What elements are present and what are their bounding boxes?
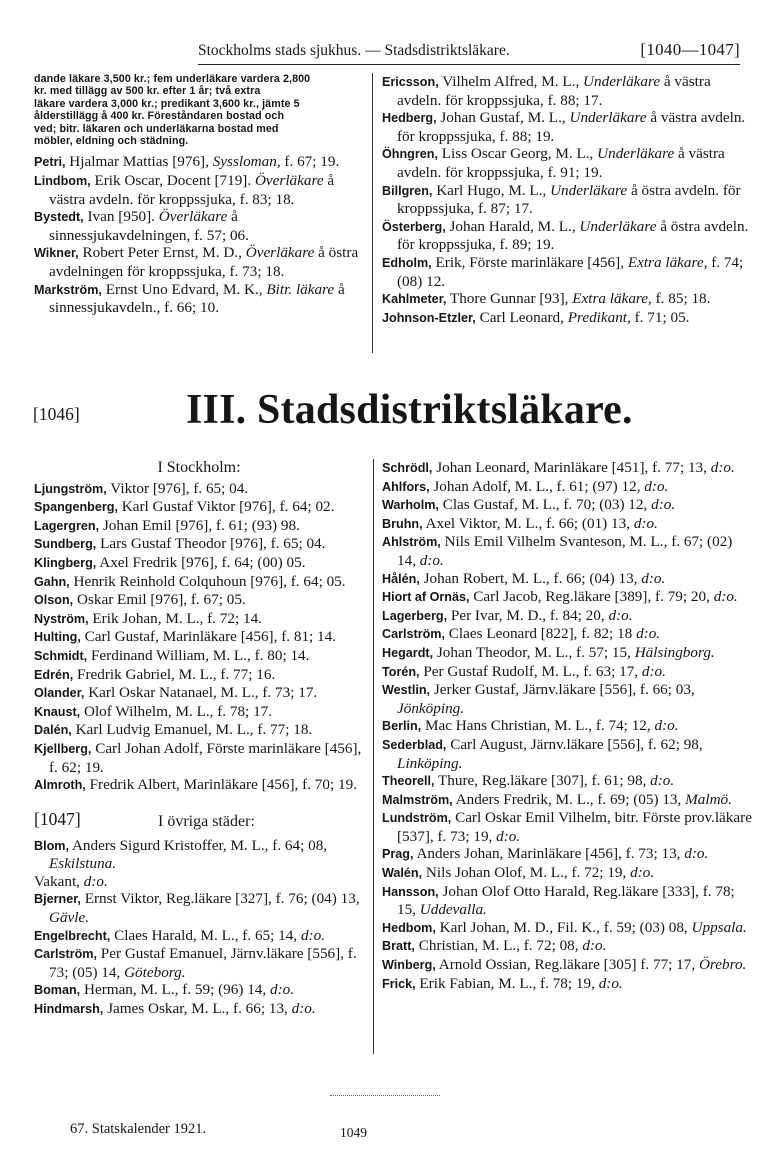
- entry-name: Carlström,: [382, 627, 445, 642]
- entry-text: Johan Emil [976], f. 61; (93) 98.: [99, 516, 300, 534]
- left-column: [34, 459, 364, 1019]
- entry: [34, 873, 364, 891]
- entry-name: Warholm,: [382, 498, 439, 513]
- footer-left: 67. Statskalender 1921.: [70, 1121, 207, 1137]
- entry-name: Kahlmeter,: [382, 292, 447, 307]
- entry-text: Per Gustaf Rudolf, M. L., f. 63; 17,: [419, 662, 642, 680]
- entry: [382, 290, 752, 309]
- entry-name: Hulting,: [34, 630, 81, 645]
- entry-text: Christian, M. L., f. 72; 08,: [414, 937, 583, 955]
- entry-place: Gävle.: [49, 909, 90, 927]
- entry-name: Hedberg,: [382, 111, 437, 126]
- entry-place: d:o.: [291, 1000, 316, 1018]
- entry-name: Dalén,: [34, 723, 72, 738]
- stockholm-list: [34, 480, 364, 795]
- header-range: [1040—1047]: [640, 40, 740, 59]
- entry: [34, 890, 364, 926]
- salary-note-line: möbler, eldning och städning.: [34, 135, 189, 148]
- entry-text: Johan Theodor, M. L., f. 57; 15,: [433, 643, 635, 661]
- entry: [34, 172, 361, 208]
- entry-name: Lindbom,: [34, 174, 91, 189]
- entry-place: Malmö.: [685, 790, 732, 808]
- entry: [382, 883, 752, 919]
- salary-note-line: ved; bitr. läkaren och underläkarna bostad med: [34, 122, 279, 135]
- entry: [34, 721, 364, 740]
- running-header: [180, 40, 740, 64]
- entry-text: Ernst Uno Edvard, M. K.,: [101, 280, 267, 298]
- entry: [34, 927, 364, 946]
- entry-name: Bystedt,: [34, 210, 84, 225]
- entry-name: Billgren,: [382, 183, 433, 198]
- entry-name: Theorell,: [382, 774, 435, 789]
- entry-rest: f. 71; 05.: [630, 308, 690, 326]
- entry-place: d:o.: [641, 662, 666, 680]
- entry: [382, 109, 752, 145]
- entry-text: Erik Fabian, M. L., f. 78; 19,: [415, 974, 599, 992]
- entry: [382, 218, 752, 254]
- entry-text: Erik, Förste marinläkare [456],: [431, 253, 628, 271]
- entry-place: d:o.: [641, 569, 666, 587]
- entry: [34, 591, 364, 610]
- entry-name: Bruhn,: [382, 516, 423, 531]
- entry: [382, 588, 752, 607]
- entry-place: d:o.: [598, 974, 623, 992]
- other-cities-list-cont: [382, 459, 752, 993]
- entry-name: Hedbom,: [382, 920, 436, 935]
- entry-text: Thore Gunnar [93],: [446, 290, 573, 308]
- entry-name: Hiort af Ornäs,: [382, 590, 470, 605]
- header-title: Stockholms stads sjukhus. — Stadsdistriktsläkare.: [198, 42, 510, 59]
- entry-text: Carl August, Järnv.läkare [556], f. 62; 98,: [446, 735, 703, 753]
- entry-name: Nyström,: [34, 611, 89, 626]
- entry-title: Extra läkare,: [627, 253, 708, 271]
- entry: [34, 480, 364, 499]
- entry: [382, 791, 752, 810]
- other-cities-list: [34, 837, 364, 1019]
- entry-rest: f. 85; 18.: [651, 290, 711, 308]
- entry-name: Johnson-Etzler,: [382, 310, 476, 325]
- entry-name: Lagerberg,: [382, 608, 448, 623]
- entry: [382, 478, 752, 497]
- entry-name: Winberg,: [382, 958, 436, 973]
- entry: [382, 644, 752, 663]
- entry-text: Per Gustaf Emanuel, Järnv.läkare [556], f. 73; (05) 14,: [49, 945, 357, 981]
- entry-name: Westlin,: [382, 683, 431, 698]
- entry-name: Knaust,: [34, 704, 81, 719]
- entry: [382, 496, 752, 515]
- entry-place: Eskilstuna.: [49, 855, 117, 873]
- entry: [382, 625, 752, 644]
- entry-text: Nils Johan Olof, M. L., f. 72; 19,: [422, 864, 631, 882]
- entry-name: Engelbrecht,: [34, 928, 111, 943]
- entry-text: Vilhelm Alfred, M. L.,: [438, 73, 584, 90]
- entry-place: d:o.: [630, 864, 655, 882]
- entry-text: Carl Johan Adolf, Förste marinläkare [456], f. 62; 19.: [49, 739, 362, 776]
- entry-title: Bitr. läkare: [266, 280, 335, 298]
- entry-text: Johan Harald, M. L.,: [445, 217, 580, 235]
- entry-name: Hålén,: [382, 571, 420, 586]
- entry-name: Olson,: [34, 593, 74, 608]
- entry-place: Linköping.: [397, 754, 463, 772]
- entry-text: Carl Leonard,: [475, 308, 568, 326]
- entry-name: Markström,: [34, 282, 102, 297]
- entry: [382, 975, 752, 994]
- entry-title: Underläkare: [569, 109, 647, 127]
- entry-name: Edholm,: [382, 255, 432, 270]
- entry: [382, 254, 752, 290]
- entry-name: Petri,: [34, 155, 66, 170]
- entry: [382, 663, 752, 682]
- entry-text: James Oskar, M. L., f. 66; 13,: [103, 1000, 292, 1018]
- entry-title: Extra läkare,: [572, 290, 652, 308]
- entry-name: Malmström,: [382, 792, 453, 807]
- entry-name: Hindmarsh,: [34, 1002, 104, 1017]
- entry-text: Henrik Reinhold Colquhoun [976], f. 64; 05.: [69, 572, 346, 590]
- entry-text: Fredrik Albert, Marinläkare [456], f. 70; 19.: [85, 776, 357, 794]
- entry-place: Jönköping.: [397, 699, 465, 717]
- entry: [382, 809, 752, 845]
- entry-rest: f. 67; 19.: [280, 153, 340, 171]
- entry-place: Hälsingborg.: [634, 643, 715, 661]
- salary-note-line: kr. med tillägg av 500 kr. efter 1 år; två extra: [34, 85, 261, 98]
- entry: [34, 703, 364, 722]
- entry: [382, 845, 752, 864]
- city-heading: I Stockholm:: [157, 459, 241, 476]
- entry: [34, 573, 364, 592]
- entry: [34, 554, 364, 573]
- entry: [34, 945, 364, 981]
- entry: [382, 459, 752, 478]
- entry: [34, 208, 361, 244]
- entry-text: Hjalmar Mattias [976],: [65, 153, 213, 171]
- entry-text: Olof Wilhelm, M. L., f. 78; 17.: [80, 702, 273, 720]
- entry: [382, 73, 752, 109]
- entry-name: Almroth,: [34, 778, 86, 793]
- entry-name: Klingberg,: [34, 555, 97, 570]
- entry-name: Schmidt,: [34, 648, 88, 663]
- entry-place: d:o.: [644, 477, 669, 495]
- entry-name: Bjerner,: [34, 892, 81, 907]
- entry-place: d:o.: [300, 926, 325, 944]
- subsection-title: I övriga städer:: [158, 812, 255, 830]
- entry-name: Ljungström,: [34, 481, 107, 496]
- entry-rest: f. 74; (08) 12.: [397, 253, 744, 290]
- entry-name: Kjellberg,: [34, 741, 92, 756]
- entry: [382, 607, 752, 626]
- entry-title: Predikant,: [567, 308, 631, 326]
- entry: [382, 937, 752, 956]
- entry-name: Öhngren,: [382, 147, 438, 162]
- entry: [34, 1000, 364, 1019]
- entry-title: Överläkare: [158, 208, 228, 226]
- entry-place: d:o.: [713, 588, 738, 606]
- entry-text: Karl Gustaf Viktor [976], f. 64; 02.: [117, 498, 335, 516]
- entry-place: d:o.: [83, 872, 108, 890]
- entry-title: Överläkare: [254, 172, 324, 190]
- entry-name: Wikner,: [34, 246, 79, 261]
- entry-rest: å västra avdeln. för kroppssjuka, f. 83; 18.: [49, 172, 335, 208]
- entry-text: Ferdinand William, M. L., f. 80; 14.: [87, 646, 310, 664]
- entry-place: Uppsala.: [691, 918, 747, 936]
- entry-name: Prag,: [382, 847, 414, 862]
- entry-place: d:o.: [710, 459, 735, 476]
- entry-name: Hegardt,: [382, 645, 434, 660]
- entry: [382, 864, 752, 883]
- entry: [34, 647, 364, 666]
- entry-text: Claes Harald, M. L., f. 65; 14,: [110, 926, 301, 944]
- entry-rest: å östra avdeln. för kroppssjuka, f. 89; 19.: [397, 217, 749, 254]
- entry-text: Oskar Emil [976], f. 67; 05.: [73, 591, 246, 609]
- entry: [34, 837, 364, 873]
- entry-text: Carl Gustaf, Marinläkare [456], f. 81; 14.: [80, 628, 337, 646]
- entry: [382, 919, 752, 938]
- entry-title: Underläkare: [579, 217, 657, 235]
- entry-place: d:o.: [582, 937, 607, 955]
- entry-text: Anders Johan, Marinläkare [456], f. 73; 13,: [413, 845, 685, 863]
- entry-place: d:o.: [419, 551, 444, 569]
- section-title: III. Stadsdistriktsläkare.: [186, 387, 633, 433]
- entry-rest: å östra avdeln. för kroppssjuka, f. 87; 17.: [397, 181, 741, 218]
- entry-title: Underläkare: [550, 181, 628, 199]
- entry-text: Johan Gustaf, M. L.,: [436, 109, 570, 127]
- top-left-column: [34, 73, 361, 317]
- entry-text: Johan Robert, M. L., f. 66; (04) 13,: [419, 569, 642, 587]
- entry-text: Jerker Gustaf, Järnv.läkare [556], f. 66; 03,: [430, 681, 695, 699]
- entry-rest: å västra avdeln. för kroppssjuka, f. 88; 17.: [397, 73, 711, 109]
- entry-text: Per Ivar, M. D., f. 84; 20,: [447, 606, 609, 624]
- entry-place: d:o.: [654, 717, 679, 735]
- entry-text: Viktor [976], f. 65; 04.: [106, 479, 249, 497]
- entry-name: Gahn,: [34, 574, 70, 589]
- entry-name: Lundström,: [382, 811, 452, 826]
- footer-rule: [330, 1095, 440, 1096]
- entry-rest: å västra avdeln. för kroppssjuka, f. 88; 19.: [397, 109, 746, 145]
- page-number: 1049: [340, 1125, 367, 1140]
- entry-text: Johan Leonard, Marinläkare [451], f. 77; 13,: [432, 459, 711, 476]
- entry-title: Syssloman,: [212, 153, 281, 171]
- entry-text: Karl Hugo, M. L.,: [432, 181, 551, 199]
- entry: [382, 182, 752, 218]
- entry-place: Göteborg.: [124, 963, 186, 981]
- entry-name: Berlin,: [382, 719, 422, 734]
- entry-place: d:o.: [650, 772, 675, 790]
- entry: [34, 776, 364, 795]
- subsection-heading: [34, 808, 364, 837]
- entry-name: Hansson,: [382, 884, 439, 899]
- entry: [382, 515, 752, 534]
- header-rule: [198, 64, 740, 65]
- entry-name: Österberg,: [382, 219, 446, 234]
- entry-text: Claes Leonard [822], f. 82; 18: [445, 625, 637, 643]
- entry: [382, 681, 752, 717]
- entry-text: Ernst Viktor, Reg.läkare [327], f. 76; (04) 13,: [80, 890, 360, 908]
- entry: [382, 736, 752, 772]
- entry-text: Erik Oscar, Docent [719].: [90, 172, 255, 190]
- entry-text: Axel Fredrik [976], f. 64; (00) 05.: [96, 553, 306, 571]
- staff-list: [34, 153, 361, 316]
- entry-place: Uddevalla.: [419, 901, 487, 919]
- entry-text: Fredrik Gabriel, M. L., f. 77; 16.: [73, 665, 276, 683]
- entry-text: Anders Sigurd Kristoffer, M. L., f. 64; 08,: [68, 836, 328, 854]
- entry-text: Ivan [950].: [83, 208, 159, 226]
- entry: [34, 535, 364, 554]
- entry-place: d:o.: [633, 514, 658, 532]
- entry-place: d:o.: [270, 981, 295, 999]
- entry-rest: å sinnessjukavdelningen, f. 57; 06.: [49, 208, 249, 244]
- entry: [34, 981, 364, 1000]
- entry-name: Lagergren,: [34, 518, 100, 533]
- entry-text: Johan Olof Otto Harald, Reg.läkare [333], f. 78; 15,: [397, 882, 735, 919]
- entry-name: Blom,: [34, 838, 69, 853]
- salary-note-line: ålderstillägg å 400 kr. Föreståndaren bostad och: [34, 110, 285, 123]
- entry-title: Underläkare: [583, 73, 661, 90]
- entry-name: Frick,: [382, 976, 416, 991]
- entry-place: Örebro.: [698, 956, 747, 974]
- entry-name: Bratt,: [382, 939, 415, 954]
- entry: [34, 610, 364, 629]
- subsection-number: [1047]: [34, 808, 81, 829]
- entry-name: Boman,: [34, 983, 81, 998]
- entry-name: Sundberg,: [34, 537, 97, 552]
- entry-rest: å sinnessjukavdeln., f. 66; 10.: [49, 280, 345, 317]
- entry-name: Edrén,: [34, 667, 74, 682]
- entry-name: Walén,: [382, 866, 423, 881]
- entry-place: d:o.: [608, 606, 633, 624]
- entry-text: Johan Adolf, M. L., f. 61; (97) 12,: [429, 477, 645, 495]
- entry: [382, 570, 752, 589]
- entry-title: Överläkare: [245, 244, 315, 262]
- entry-rest: å västra avdeln. för kroppssjuka, f. 91; 19.: [397, 145, 725, 181]
- entry-text: Karl Johan, M. D., Fil. K., f. 59; (03) 08,: [435, 918, 692, 936]
- column-divider: [372, 73, 373, 353]
- entry-title: Underläkare: [597, 145, 675, 163]
- entry: [34, 517, 364, 536]
- entry-name: Schrödl,: [382, 461, 433, 475]
- entry-name: Carlström,: [34, 947, 97, 962]
- entry-name: Ericsson,: [382, 75, 439, 89]
- entry: [382, 772, 752, 791]
- entry-name: Ahlström,: [382, 535, 441, 550]
- entry-name: Olander,: [34, 686, 85, 701]
- entry-text: Anders Fredrik, M. L., f. 69; (05) 13,: [452, 790, 686, 808]
- entry: [34, 740, 364, 776]
- entry-text: Vakant,: [34, 872, 84, 890]
- entry-name: Ahlfors,: [382, 479, 430, 494]
- entry: [382, 309, 752, 328]
- entry-place: d:o.: [684, 845, 709, 863]
- entry-text: Thure, Reg.läkare [307], f. 61; 98,: [434, 772, 651, 790]
- entry: [34, 281, 361, 317]
- top-right-column: [382, 73, 752, 327]
- entry-name: Torén,: [382, 664, 420, 679]
- salary-note-line: läkare vardera 3,000 kr.; predikant 3,600 kr., jämte 5: [34, 97, 300, 110]
- entry-name: Spangenberg,: [34, 500, 118, 515]
- entry-place: d:o.: [636, 625, 661, 643]
- entry: [34, 628, 364, 647]
- entry-text: Robert Peter Ernst, M. D.,: [78, 244, 246, 262]
- entry: [382, 533, 752, 569]
- staff-list: [382, 73, 752, 327]
- entry: [382, 956, 752, 975]
- entry: [382, 717, 752, 736]
- entry: [34, 666, 364, 685]
- entry-text: Erik Johan, M. L., f. 72; 14.: [88, 609, 262, 627]
- entry-text: Carl Oskar Emil Vilhelm, bitr. Förste prov.läkare [537], f. 73; 19,: [397, 809, 752, 845]
- column-divider: [373, 459, 374, 1054]
- entry: [34, 153, 361, 172]
- entry-text: Mac Hans Christian, M. L., f. 74; 12,: [421, 717, 655, 735]
- entry-rest: å östra avdelningen för kroppssjuka, f. 73; 18.: [49, 244, 359, 280]
- entry-text: Clas Gustaf, M. L., f. 70; (03) 12,: [438, 496, 652, 514]
- section-number: [1046]: [33, 404, 80, 424]
- entry-text: Karl Ludvig Emanuel, M. L., f. 77; 18.: [71, 721, 313, 739]
- entry-place: d:o.: [651, 496, 676, 514]
- entry-text: Axel Viktor, M. L., f. 66; (01) 13,: [422, 514, 634, 532]
- entry: [382, 145, 752, 181]
- entry-text: Karl Oskar Natanael, M. L., f. 73; 17.: [84, 684, 318, 702]
- entry-text: Liss Oscar Georg, M. L.,: [437, 145, 598, 163]
- salary-note-line: dande läkare 3,500 kr.; fem underläkare vardera 2,800: [34, 73, 311, 85]
- salary-note: [34, 73, 361, 147]
- entry-text: Nils Emil Vilhelm Svanteson, M. L., f. 67; (02) 14,: [397, 533, 733, 569]
- entry-text: Carl Jacob, Reg.läkare [389], f. 79; 20,: [469, 588, 714, 606]
- entry-name: Sederblad,: [382, 737, 447, 752]
- entry: [34, 684, 364, 703]
- right-column: [382, 459, 752, 993]
- entry: [34, 244, 361, 280]
- entry-text: Lars Gustaf Theodor [976], f. 65; 04.: [96, 535, 326, 553]
- entry-place: d:o.: [496, 827, 521, 845]
- entry: [34, 498, 364, 517]
- entry-text: Herman, M. L., f. 59; (96) 14,: [80, 981, 270, 999]
- entry-text: Arnold Ossian, Reg.läkare [305] f. 77; 17,: [435, 956, 699, 974]
